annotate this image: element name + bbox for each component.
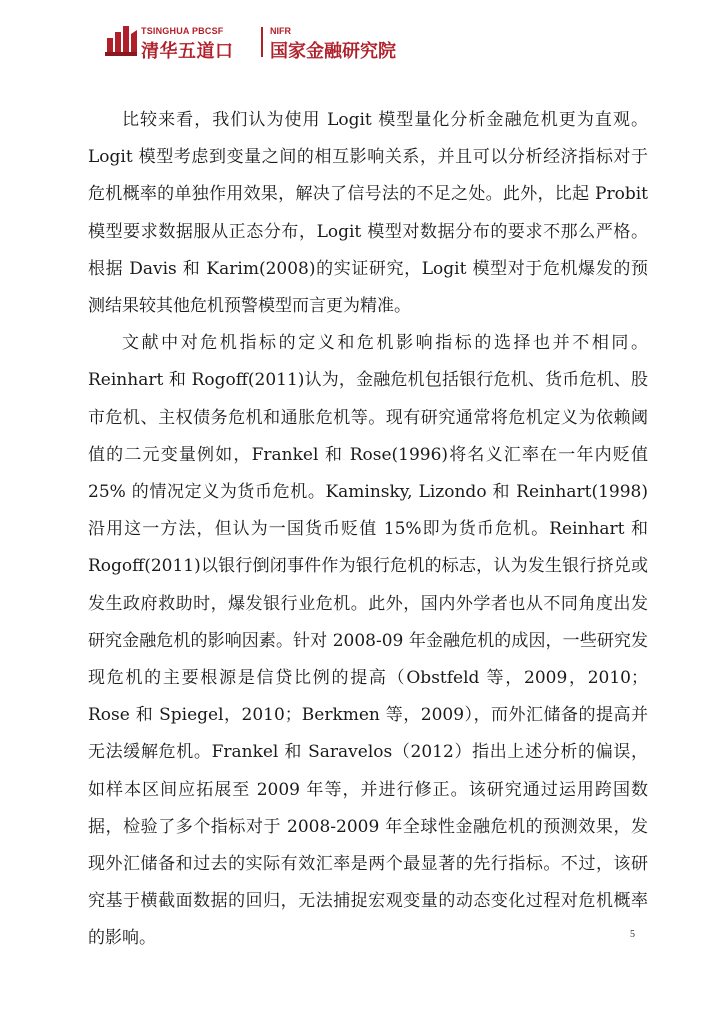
page-header: [105, 20, 405, 64]
document-body: [88, 102, 648, 958]
institute-chinese-name: 国家金融研究院: [270, 41, 396, 62]
logo-english-name: TSINGHUA PBCSF: [141, 26, 224, 36]
paragraph-crisis-indicators: 文献中对危机指标的定义和危机影响指标的选择也并不相同。Reinhart 和 Rogoff(2011)认为，金融危机包括银行危机、货币危机、股市危机、主权债务危机和通胀危机等。现有研究通常将危机定义为依赖阈值的二元变量例如，Frankel 和 Rose(1996)将名义汇率在一年内贬值 25% 的情况定义为货币危机。Kaminsky, Lizondo 和 Reinhart(1998)沿用这一方法，但认为一国货币贬值 15%即为货币危机。Reinhart 和 Rogoff(2011)以银行倒闭事件作为银行危机的标志，认为发生银行挤兑或发生政府救助时，爆发银行业危机。此外，国内外学者也从不同角度出发研究金融危机的影响因素。针对 2008-09 年金融危机的成因，一些研究发现危机的主要根源是信贷比例的提高（Obstfeld 等，2009，2010；Rose 和 Spiegel，2010；Berkmen 等，2009），而外汇储备的提高并无法缓解危机。Frankel 和 Saravelos（2012）指出上述分析的偏误，如样本区间应拓展至 2009 年等，并进行修正。该研究通过运用跨国数据，检验了多个指标对于 2008-2009 年全球性金融危机的预测效果，发现外汇储备和过去的实际有效汇率是两个最显著的先行指标。不过，该研究基于横截面数据的回归，无法捕捉宏观变量的动态变化过程对危机概率的影响。: [88, 333, 648, 949]
logo-chinese-name: 清华五道口: [141, 41, 234, 62]
institute-abbreviation: NIFR: [270, 26, 291, 36]
paragraph-logit-comparison: 比较来看，我们认为使用 Logit 模型量化分析金融危机更为直观。Logit 模型考虑到变量之间的相互影响关系，并且可以分析经济指标对于危机概率的单独作用效果，解决了信号法的不足之处。此外，比起 Probit 模型要求数据服从正态分布，Logit 模型对数据分布的要求不那么严格。根据 Davis 和 Karim(2008)的实证研究，Logit 模型对于危机爆发的预测结果较其他危机预警模型而言更为精准。: [88, 110, 648, 317]
tsinghua-pbcsf-logo-icon: [105, 26, 137, 56]
page-number: 5: [630, 929, 635, 940]
logo-divider: [261, 27, 263, 57]
